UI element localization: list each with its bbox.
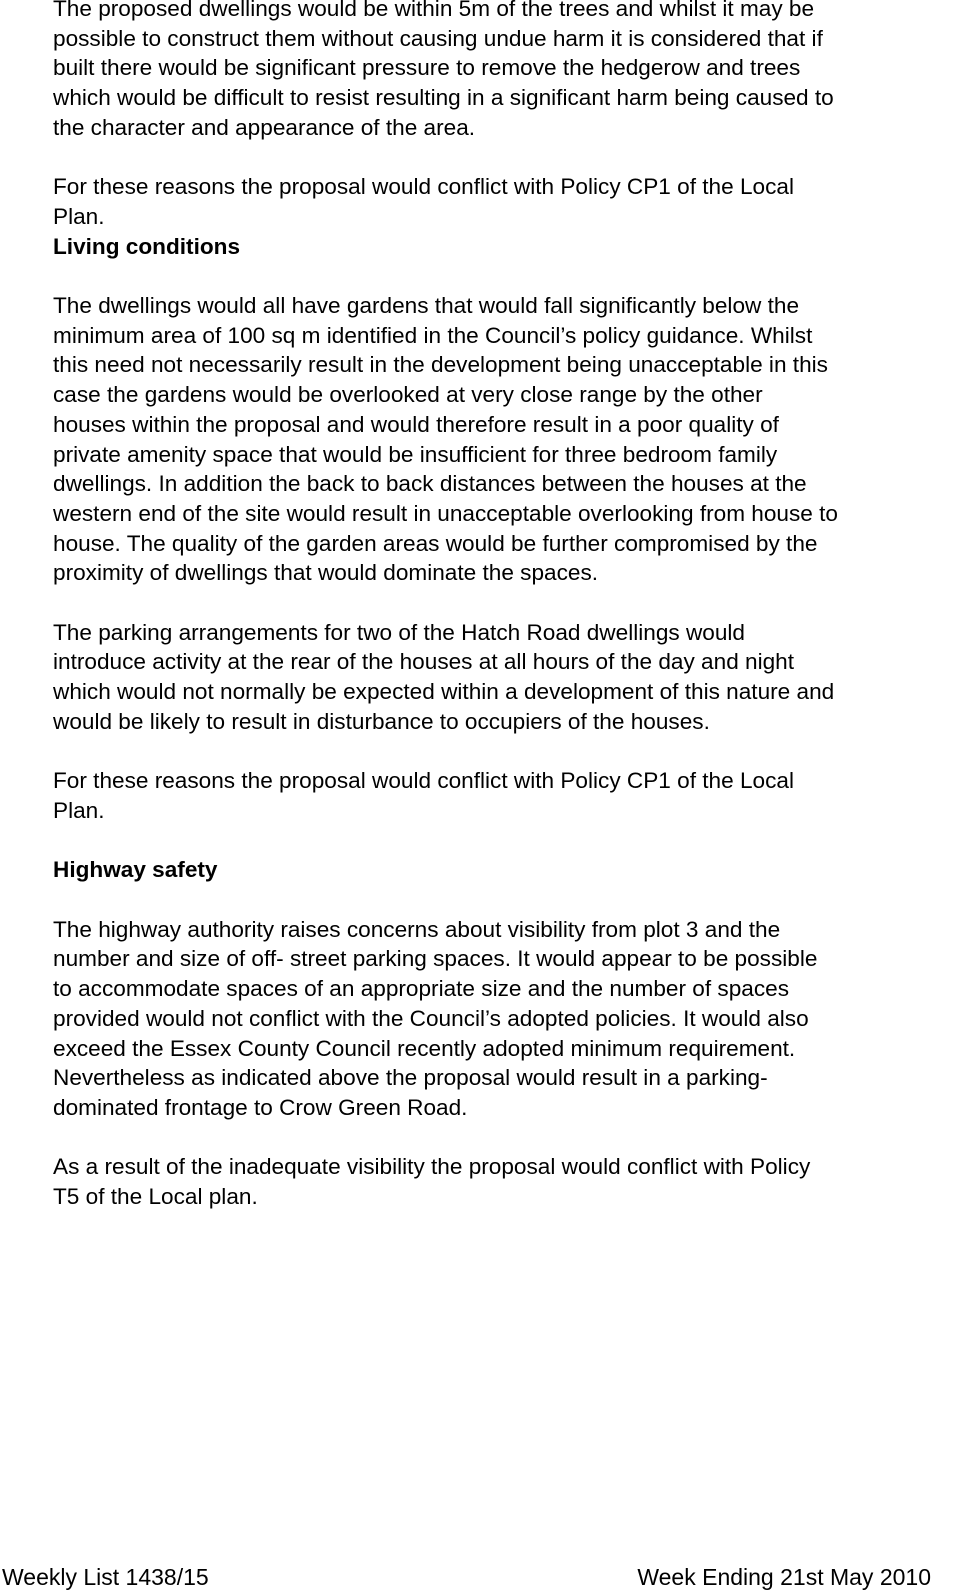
paragraph-conclusion-character: For these reasons the proposal would conflict with Policy CP1 of the Local Plan. <box>53 174 794 229</box>
footer-week-ending: Week Ending 21st May 2010 <box>637 1564 931 1590</box>
footer-list-number: Weekly List 1438/15 <box>2 1564 209 1590</box>
paragraph-conclusion-highway: As a result of the inadequate visibility the proposal would conflict with Policy T5 of the Local plan. <box>53 1154 811 1210</box>
paragraph-highway-authority: The highway authority raises concerns about visibility from plot 3 and the number and size of off- street parking spaces. It would appear to be possible to accommodate spaces of an appropriate size and the number of spaces provided would not conflict with the Council’s adopted policies. It would also exceed the Essex County Council recently adopted minimum requirement. Nevertheless as indicated above the proposal would result in a parking- dominated frontage to Crow Green Road. <box>53 916 818 1120</box>
heading-living-conditions: Living conditions <box>53 233 241 259</box>
paragraph-trees: The proposed dwellings would be within 5m of the trees and whilst it may be possible to construct them without causing undue harm it is considered that if built there would be significant pressure to remove the hedgerow and trees which would be difficult to resist resulting in a significant harm being caused to the character and appearance of the area. <box>53 0 834 140</box>
document-page <box>53 0 953 1241</box>
heading-highway-safety: Highway safety <box>53 857 218 883</box>
paragraph-gardens: The dwellings would all have gardens that would fall significantly below the minimum area of 100 sq m identified in the Council’s policy guidance. Whilst this need not necessarily result in the development being unacceptable in this case the gardens would be overlooked at very close range by the other houses within the proposal and would therefore result in a poor quality of private amenity space that would be insufficient for three bedroom family dwellings. In addition the back to back distances between the houses at the western end of the site would result in unacceptable overlooking from house to house. The quality of the garden areas would be further compromised by the proximity of dwellings that would dominate the spaces. <box>53 293 838 586</box>
paragraph-conclusion-living: For these reasons the proposal would conflict with Policy CP1 of the Local Plan. <box>53 768 794 823</box>
paragraph-parking-arrangements: The parking arrangements for two of the Hatch Road dwellings would introduce activity at the rear of the houses at all hours of the day and night which would not normally be expected within a development of this nature and would be likely to result in disturbance to occupiers of the houses. <box>53 619 835 734</box>
page-footer <box>0 1562 960 1592</box>
